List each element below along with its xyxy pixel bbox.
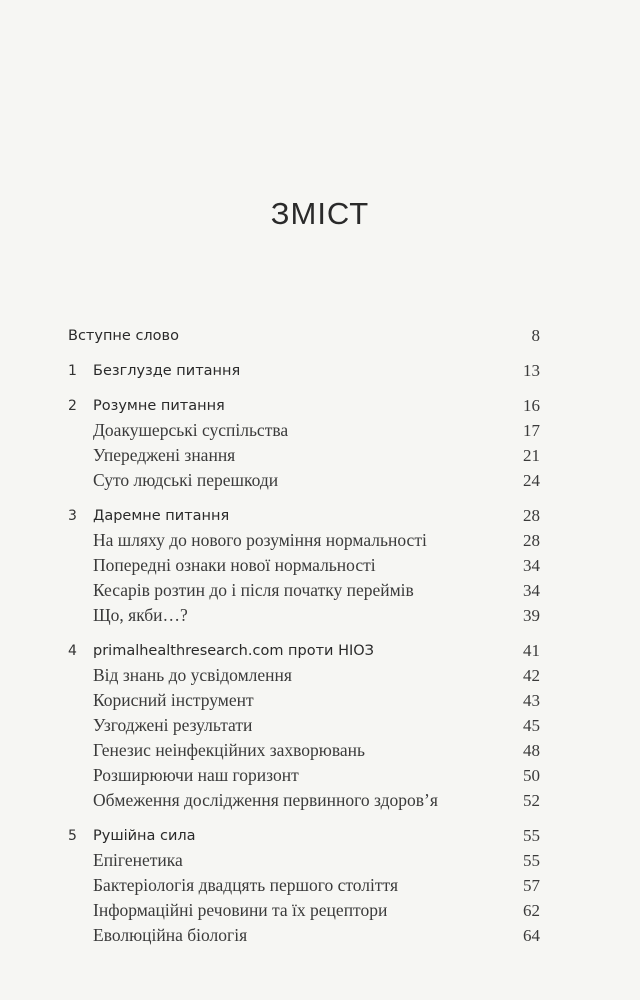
entry-title: Кесарів розтин до і після початку переймів [93,580,414,600]
toc-subsection-entry [68,578,540,603]
page-number: 34 [523,555,540,575]
page-number: 16 [523,395,540,415]
toc-chapter-entry [68,503,540,528]
page-number: 28 [523,530,540,550]
page-number: 39 [523,605,540,625]
toc-subsection-entry [68,688,540,713]
chapter-number: 3 [68,507,77,524]
entry-title: Упереджені знання [93,445,236,465]
entry-title: Розширюючи наш горизонт [93,765,299,785]
page-number: 50 [523,765,540,785]
page-number: 57 [523,875,540,895]
entry-title: Корисний інструмент [93,690,254,710]
toc-subsection-entry [68,898,540,923]
entry-title: Епігенетика [93,850,183,870]
entry-title: Даремне питання [93,507,230,524]
toc-subsection-entry [68,528,540,553]
chapter-number: 5 [68,827,77,844]
entry-title: Що, якби…? [93,605,188,625]
page-number: 62 [523,900,540,920]
entry-title: На шляху до нового розуміння нормальності [93,530,427,550]
page-number: 24 [523,470,540,490]
entry-title: Інформаційні речовини та їх рецептори [93,900,388,920]
toc-subsection-entry [68,923,540,948]
toc-subsection-entry [68,468,540,493]
entry-title: Суто людські перешкоди [93,470,279,490]
toc-chapter-entry [68,638,540,663]
entry-title: Бактеріологія двадцять першого століття [93,875,398,895]
page-number: 55 [523,850,540,870]
page-number: 17 [523,420,540,440]
page-number: 41 [523,640,540,660]
toc-subsection-entry [68,738,540,763]
toc-subsection-entry [68,443,540,468]
page-number: 13 [523,360,540,380]
entry-title: Узгоджені результати [93,715,253,735]
page-number: 52 [523,790,540,810]
toc-subsection-entry [68,873,540,898]
toc-subsection-entry [68,663,540,688]
page-number: 34 [523,580,540,600]
toc-chapter-entry [68,823,540,848]
entry-title: Обмеження дослідження первинного здоров’я [93,790,438,810]
chapter-number: 2 [68,397,77,414]
page-number: 64 [523,925,540,945]
page-number: 48 [523,740,540,760]
chapter-number: 1 [68,362,77,379]
toc-subsection-entry [68,763,540,788]
page-number: 43 [523,690,540,710]
entry-title: Безглузде питання [93,362,241,379]
page-number: 21 [523,445,540,465]
entry-title: Генезис неінфекційних захворювань [93,740,366,760]
page-number: 28 [523,505,540,525]
entry-title: Попередні ознаки нової нормальності [93,555,376,575]
page-number: 8 [531,325,540,345]
toc-subsection-entry [68,418,540,443]
entry-title: primalhealthresearch.com проти НІОЗ [93,642,374,659]
toc-subsection-entry [68,848,540,873]
toc-subsection-entry [68,713,540,738]
toc-subsection-entry [68,603,540,628]
entry-title: Рушійна сила [93,827,196,844]
page-title: ЗМІСТ [270,196,370,231]
page-number: 55 [523,825,540,845]
entry-title: Еволюційна біологія [93,925,248,945]
toc-intro-entry [68,323,540,348]
page-number: 42 [523,665,540,685]
table-of-contents [68,323,540,948]
entry-title: Вступне слово [68,327,179,344]
toc-subsection-entry [68,788,540,813]
toc-chapter-entry [68,358,540,383]
chapter-number: 4 [68,642,77,659]
toc-chapter-entry [68,393,540,418]
entry-title: Доакушерські суспільства [93,420,289,440]
toc-subsection-entry [68,553,540,578]
entry-title: Від знань до усвідомлення [93,665,292,685]
page-number: 45 [523,715,540,735]
entry-title: Розумне питання [93,397,225,414]
